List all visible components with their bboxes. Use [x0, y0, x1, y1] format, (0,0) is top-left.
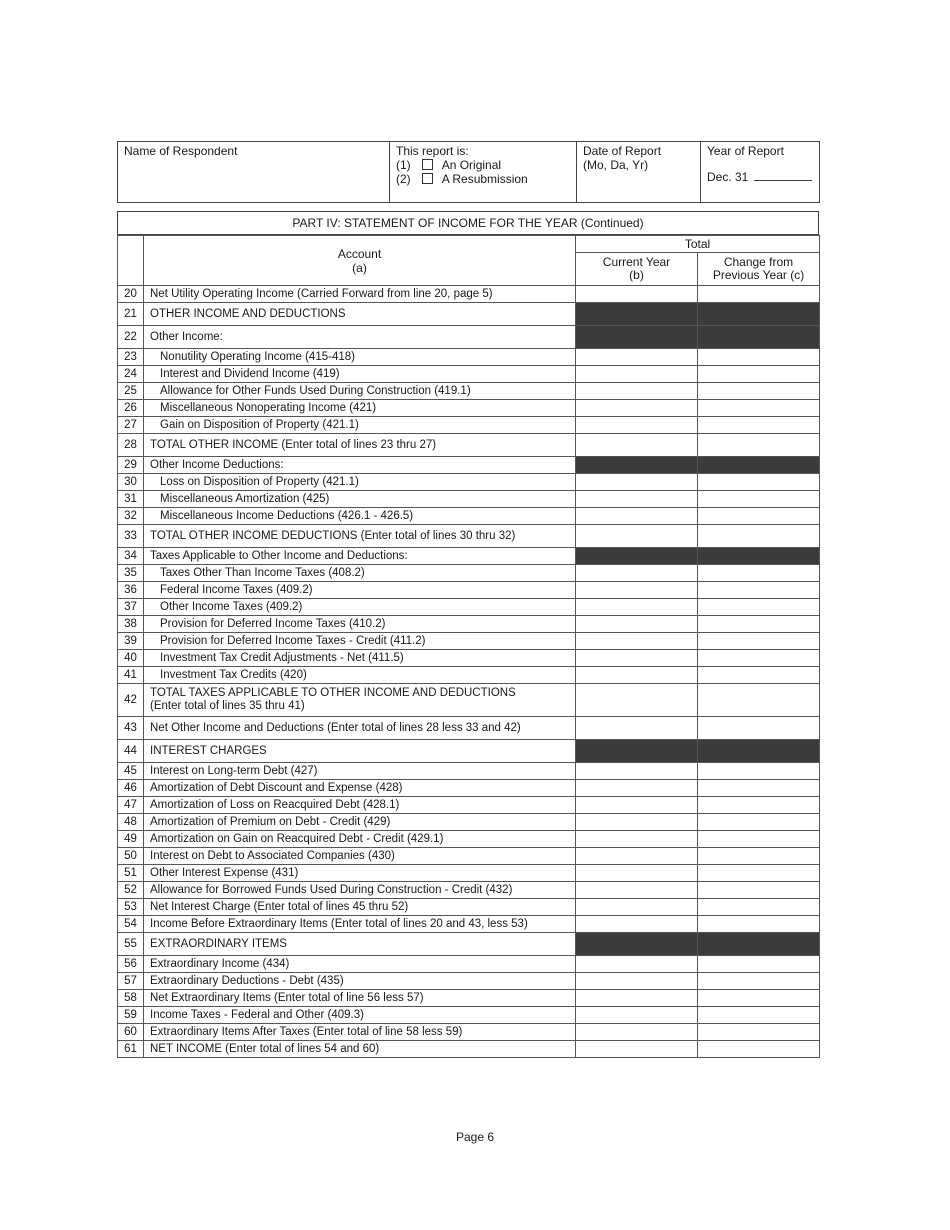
- current-year-value[interactable]: [576, 366, 698, 383]
- change-value: [698, 326, 820, 349]
- change-value[interactable]: [698, 814, 820, 831]
- table-row: [118, 990, 820, 1007]
- line-number: 23: [118, 349, 144, 366]
- current-year-label: Current Year: [602, 255, 671, 269]
- account-description: Federal Income Taxes (409.2): [144, 582, 576, 599]
- account-description: NET INCOME (Enter total of lines 54 and 60): [144, 1041, 576, 1058]
- change-value[interactable]: [698, 1024, 820, 1041]
- account-description: Investment Tax Credit Adjustments - Net (411.5): [144, 650, 576, 667]
- change-value[interactable]: [698, 1041, 820, 1058]
- line-number: 25: [118, 383, 144, 400]
- current-year-value[interactable]: [576, 684, 698, 717]
- table-row: [118, 491, 820, 508]
- current-year-value: [576, 303, 698, 326]
- current-year-value[interactable]: [576, 717, 698, 740]
- current-year-value[interactable]: [576, 383, 698, 400]
- current-year-value[interactable]: [576, 831, 698, 848]
- account-description: Miscellaneous Income Deductions (426.1 - 426.5): [144, 508, 576, 525]
- table-row: [118, 434, 820, 457]
- table-row: [118, 780, 820, 797]
- change-value[interactable]: [698, 973, 820, 990]
- account-description: Taxes Applicable to Other Income and Deductions:: [144, 548, 576, 565]
- table-row: [118, 865, 820, 882]
- option2-number: (2): [396, 172, 411, 186]
- line-number: 59: [118, 1007, 144, 1024]
- current-year-value[interactable]: [576, 1007, 698, 1024]
- current-year-value[interactable]: [576, 916, 698, 933]
- line-number: 21: [118, 303, 144, 326]
- current-year-value[interactable]: [576, 973, 698, 990]
- change-value[interactable]: [698, 286, 820, 303]
- current-year-value: [576, 548, 698, 565]
- current-year-value[interactable]: [576, 633, 698, 650]
- table-row: [118, 797, 820, 814]
- current-year-value[interactable]: [576, 616, 698, 633]
- account-label: Account: [337, 246, 382, 261]
- date-format: (Mo, Da, Yr): [583, 158, 649, 172]
- line-header: [118, 236, 144, 286]
- table-row: [118, 1041, 820, 1058]
- current-year-value: [576, 933, 698, 956]
- option1-number: (1): [396, 158, 411, 172]
- current-year-value: [576, 740, 698, 763]
- line-number: 34: [118, 548, 144, 565]
- change-value[interactable]: [698, 780, 820, 797]
- change-value[interactable]: [698, 383, 820, 400]
- table-row: [118, 366, 820, 383]
- current-year-value[interactable]: [576, 582, 698, 599]
- account-description: Allowance for Other Funds Used During Construction (419.1): [144, 383, 576, 400]
- change-label: Change from: [723, 255, 794, 269]
- current-year-value[interactable]: [576, 474, 698, 491]
- table-row: [118, 582, 820, 599]
- account-description: Taxes Other Than Income Taxes (408.2): [144, 565, 576, 582]
- current-year-value[interactable]: [576, 956, 698, 973]
- change-value[interactable]: [698, 616, 820, 633]
- change-value[interactable]: [698, 474, 820, 491]
- account-description: Extraordinary Items After Taxes (Enter total of line 58 less 59): [144, 1024, 576, 1041]
- line-number: 30: [118, 474, 144, 491]
- change-value[interactable]: [698, 366, 820, 383]
- table-row: [118, 616, 820, 633]
- change-value: [698, 303, 820, 326]
- account-description: Other Income Taxes (409.2): [144, 599, 576, 616]
- account-description: Extraordinary Income (434): [144, 956, 576, 973]
- table-row: [118, 1007, 820, 1024]
- table-row: [118, 303, 820, 326]
- line-number: 44: [118, 740, 144, 763]
- line-number: 22: [118, 326, 144, 349]
- line-number: 43: [118, 717, 144, 740]
- income-statement-table: [117, 235, 820, 1058]
- table-row: [118, 326, 820, 349]
- part-title: PART IV: STATEMENT OF INCOME FOR THE YEAR (Continued): [117, 211, 819, 235]
- account-description: Interest on Long-term Debt (427): [144, 763, 576, 780]
- line-number: 24: [118, 366, 144, 383]
- table-row: [118, 956, 820, 973]
- change-value[interactable]: [698, 899, 820, 916]
- change-value[interactable]: [698, 667, 820, 684]
- change-value[interactable]: [698, 916, 820, 933]
- current-year-value[interactable]: [576, 599, 698, 616]
- current-year-value[interactable]: [576, 400, 698, 417]
- option2-label: A Resubmission: [441, 172, 528, 186]
- change-value[interactable]: [698, 882, 820, 899]
- line-number: 49: [118, 831, 144, 848]
- account-text: TOTAL TAXES APPLICABLE TO OTHER INCOME AND DEDUCTIONS: [150, 687, 516, 699]
- year-value: Dec. 31: [707, 170, 749, 184]
- line-number: 55: [118, 933, 144, 956]
- current-year-header: [576, 253, 698, 286]
- current-year-value[interactable]: [576, 434, 698, 457]
- line-number: 54: [118, 916, 144, 933]
- change-value[interactable]: [698, 763, 820, 780]
- account-description: Other Income:: [144, 326, 576, 349]
- current-year-value[interactable]: [576, 990, 698, 1007]
- change-value: [698, 457, 820, 474]
- change-value[interactable]: [698, 990, 820, 1007]
- change-value[interactable]: [698, 831, 820, 848]
- line-number: 56: [118, 956, 144, 973]
- account-description: Net Extraordinary Items (Enter total of line 56 less 57): [144, 990, 576, 1007]
- account-description: Extraordinary Deductions - Debt (435): [144, 973, 576, 990]
- current-year-value[interactable]: [576, 780, 698, 797]
- current-year-value: [576, 326, 698, 349]
- account-description: Interest and Dividend Income (419): [144, 366, 576, 383]
- account-description: Net Other Income and Deductions (Enter total of lines 28 less 33 and 42): [144, 717, 576, 740]
- change-value[interactable]: [698, 848, 820, 865]
- year-label: Year of Report: [707, 144, 784, 158]
- line-number: 57: [118, 973, 144, 990]
- account-description: Net Utility Operating Income (Carried Forward from line 20, page 5): [144, 286, 576, 303]
- table-row: [118, 831, 820, 848]
- change-value[interactable]: [698, 434, 820, 457]
- line-number: 35: [118, 565, 144, 582]
- line-number: 47: [118, 797, 144, 814]
- table-row: [118, 457, 820, 474]
- account-description: Allowance for Borrowed Funds Used During Construction - Credit (432): [144, 882, 576, 899]
- change-value[interactable]: [698, 400, 820, 417]
- table-row: [118, 899, 820, 916]
- change-value[interactable]: [698, 491, 820, 508]
- current-year-value[interactable]: [576, 286, 698, 303]
- table-row: [118, 286, 820, 303]
- date-cell[interactable]: [577, 142, 701, 203]
- current-year-value[interactable]: [576, 667, 698, 684]
- line-number: 60: [118, 1024, 144, 1041]
- account-description: [144, 684, 576, 717]
- table-row: [118, 1024, 820, 1041]
- change-value[interactable]: [698, 599, 820, 616]
- account-header: [144, 236, 576, 286]
- account-description: OTHER INCOME AND DEDUCTIONS: [144, 303, 576, 326]
- account-description: Provision for Deferred Income Taxes (410.2): [144, 616, 576, 633]
- current-year-value[interactable]: [576, 417, 698, 434]
- current-year-value[interactable]: [576, 565, 698, 582]
- table-row: [118, 814, 820, 831]
- change-value[interactable]: [698, 650, 820, 667]
- line-number: 41: [118, 667, 144, 684]
- account-description: Loss on Disposition of Property (421.1): [144, 474, 576, 491]
- change-value[interactable]: [698, 797, 820, 814]
- line-number: 37: [118, 599, 144, 616]
- line-number: 42: [118, 684, 144, 717]
- account-description: Amortization of Loss on Reacquired Debt (428.1): [144, 797, 576, 814]
- table-row: [118, 474, 820, 491]
- line-number: 29: [118, 457, 144, 474]
- change-value: [698, 548, 820, 565]
- current-year-value[interactable]: [576, 491, 698, 508]
- account-sub: (a): [352, 260, 367, 275]
- account-text-line2: (Enter total of lines 35 thru 41): [150, 700, 305, 712]
- account-description: Income Taxes - Federal and Other (409.3): [144, 1007, 576, 1024]
- table-row: [118, 508, 820, 525]
- change-value[interactable]: [698, 717, 820, 740]
- account-description: Interest on Debt to Associated Companies (430): [144, 848, 576, 865]
- line-number: 33: [118, 525, 144, 548]
- report-header: [117, 141, 820, 203]
- account-description: Net Interest Charge (Enter total of lines 45 thru 52): [144, 899, 576, 916]
- current-year-value[interactable]: [576, 865, 698, 882]
- table-row: [118, 684, 820, 717]
- line-number: 58: [118, 990, 144, 1007]
- change-value: [698, 933, 820, 956]
- current-year-value[interactable]: [576, 1024, 698, 1041]
- year-blank[interactable]: [754, 180, 812, 181]
- change-value[interactable]: [698, 633, 820, 650]
- resubmission-checkbox[interactable]: [422, 173, 433, 184]
- table-row: [118, 763, 820, 780]
- change-value[interactable]: [698, 417, 820, 434]
- line-number: 20: [118, 286, 144, 303]
- change-value[interactable]: [698, 1007, 820, 1024]
- line-number: 52: [118, 882, 144, 899]
- change-value[interactable]: [698, 525, 820, 548]
- table-row: [118, 548, 820, 565]
- account-description: Other Interest Expense (431): [144, 865, 576, 882]
- line-number: 53: [118, 899, 144, 916]
- change-value[interactable]: [698, 565, 820, 582]
- table-row: [118, 400, 820, 417]
- account-description: Amortization of Debt Discount and Expense (428): [144, 780, 576, 797]
- account-description: EXTRAORDINARY ITEMS: [144, 933, 576, 956]
- line-number: 36: [118, 582, 144, 599]
- table-row: [118, 916, 820, 933]
- table-row: [118, 740, 820, 763]
- table-row: [118, 525, 820, 548]
- account-description: Provision for Deferred Income Taxes - Credit (411.2): [144, 633, 576, 650]
- line-number: 46: [118, 780, 144, 797]
- account-description: Miscellaneous Nonoperating Income (421): [144, 400, 576, 417]
- table-row: [118, 349, 820, 366]
- change-value[interactable]: [698, 349, 820, 366]
- current-year-value[interactable]: [576, 1041, 698, 1058]
- line-number: 38: [118, 616, 144, 633]
- table-row: [118, 383, 820, 400]
- report-type-cell: [390, 142, 577, 203]
- line-number: 27: [118, 417, 144, 434]
- table-row: [118, 417, 820, 434]
- date-label: Date of Report: [583, 144, 662, 158]
- original-checkbox[interactable]: [422, 159, 433, 170]
- change-value[interactable]: [698, 508, 820, 525]
- current-year-value[interactable]: [576, 814, 698, 831]
- table-row: [118, 633, 820, 650]
- account-description: Nonutility Operating Income (415-418): [144, 349, 576, 366]
- line-number: 61: [118, 1041, 144, 1058]
- line-number: 26: [118, 400, 144, 417]
- current-year-value[interactable]: [576, 349, 698, 366]
- current-year-value[interactable]: [576, 848, 698, 865]
- account-description: Other Income Deductions:: [144, 457, 576, 474]
- account-description: TOTAL OTHER INCOME DEDUCTIONS (Enter total of lines 30 thru 32): [144, 525, 576, 548]
- line-number: 39: [118, 633, 144, 650]
- line-number: 31: [118, 491, 144, 508]
- table-row: [118, 933, 820, 956]
- page-number: Page 6: [455, 1130, 495, 1144]
- respondent-cell[interactable]: [118, 142, 390, 203]
- current-year-value[interactable]: [576, 508, 698, 525]
- current-year-value[interactable]: [576, 763, 698, 780]
- line-number: 40: [118, 650, 144, 667]
- change-value[interactable]: [698, 582, 820, 599]
- report-type-label: This report is:: [396, 144, 469, 158]
- line-number: 50: [118, 848, 144, 865]
- table-row: [118, 667, 820, 684]
- option1-label: An Original: [441, 158, 502, 172]
- year-cell[interactable]: [701, 142, 820, 203]
- change-header: [698, 253, 820, 286]
- account-description: Gain on Disposition of Property (421.1): [144, 417, 576, 434]
- account-description: TOTAL OTHER INCOME (Enter total of lines 23 thru 27): [144, 434, 576, 457]
- form-sheet: [117, 141, 819, 1058]
- current-year-value[interactable]: [576, 650, 698, 667]
- line-number: 48: [118, 814, 144, 831]
- line-number: 45: [118, 763, 144, 780]
- change-value[interactable]: [698, 956, 820, 973]
- account-description: Investment Tax Credits (420): [144, 667, 576, 684]
- table-row: [118, 973, 820, 990]
- line-number: 51: [118, 865, 144, 882]
- account-description: INTEREST CHARGES: [144, 740, 576, 763]
- line-number: 32: [118, 508, 144, 525]
- current-year-value[interactable]: [576, 899, 698, 916]
- total-header: Total: [576, 236, 820, 253]
- table-row: [118, 565, 820, 582]
- table-row: [118, 848, 820, 865]
- current-year-value: [576, 457, 698, 474]
- change-value[interactable]: [698, 684, 820, 717]
- current-year-value[interactable]: [576, 525, 698, 548]
- current-year-sub: (b): [629, 268, 644, 282]
- current-year-value[interactable]: [576, 797, 698, 814]
- table-row: [118, 882, 820, 899]
- respondent-label: Name of Respondent: [124, 144, 238, 158]
- change-sub: Previous Year (c): [712, 268, 805, 282]
- account-description: Amortization of Premium on Debt - Credit (429): [144, 814, 576, 831]
- change-value[interactable]: [698, 865, 820, 882]
- account-description: Income Before Extraordinary Items (Enter total of lines 20 and 43, less 53): [144, 916, 576, 933]
- current-year-value[interactable]: [576, 882, 698, 899]
- table-row: [118, 650, 820, 667]
- table-row: [118, 599, 820, 616]
- table-row: [118, 717, 820, 740]
- change-value: [698, 740, 820, 763]
- account-description: Miscellaneous Amortization (425): [144, 491, 576, 508]
- line-number: 28: [118, 434, 144, 457]
- account-description: Amortization on Gain on Reacquired Debt - Credit (429.1): [144, 831, 576, 848]
